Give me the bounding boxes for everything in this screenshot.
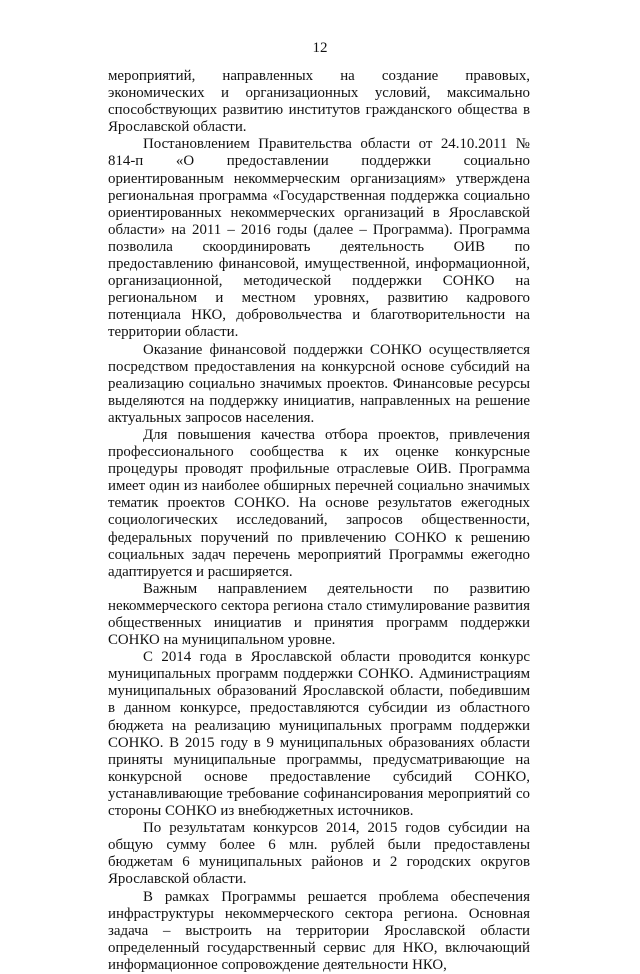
- paragraph-municipal-direction: Важным направлением деятельности по развитию некоммерческого сектора региона стало стимулирование развития общественных инициатив и принятия программ поддержки СОНКО на муниципальном уровне.: [108, 580, 530, 649]
- paragraph-financial-support: Оказание финансовой поддержки СОНКО осуществляется посредством предоставления на конкурсной основе субсидий на реализацию социально значимых проектов. Финансовые ресурсы выделяются на поддержку инициатив, направленных на решение актуальных запросов населения.: [108, 341, 530, 426]
- paragraph-continuation: мероприятий, направленных на создание правовых, экономических и организационных условий, максимально способствующих развитию институтов гражданского общества в Ярославской области.: [108, 68, 530, 136]
- paragraph-infrastructure: В рамках Программы решается проблема обеспечения инфраструктуры некоммерческого сектора региона. Основная задача – выстроить на территории Ярославской области определенный государственный сервис для НКО, включающий информационное сопровождение деятельности НКО,: [108, 888, 530, 973]
- document-body: [108, 68, 530, 974]
- paragraph-program-resolution: Постановлением Правительства области от 24.10.2011 № 814-п «О предоставлении поддержки социально ориентированным некоммерческим организациям» утверждена региональная программа «Государственная поддержка социально ориентированных некоммерческих организаций в Ярославской области» на 2011 – 2016 годы (далее – Программа). Программа позволила скоординировать деятельность ОИВ по предоставлению финансовой, имущественной, информационной, организационной, методической поддержки СОНКО на региональном и местном уровнях, развитию кадрового потенциала НКО, добровольчества и благотворительности на территории области.: [108, 136, 530, 341]
- paragraph-project-selection: Для повышения качества отбора проектов, привлечения профессионального сообщества к их оценке конкурсные процедуры проводят профильные отраслевые ОИВ. Программа имеет один из наиболее обширных перечней социально значимых тематик проектов СОНКО. На основе результатов ежегодных социологических исследований, запросов общественности, федеральных поручений по привлечению СОНКО к решению социальных задач перечень мероприятий Программы ежегодно адаптируется и расширяется.: [108, 426, 530, 580]
- paragraph-municipal-contest: С 2014 года в Ярославской области проводится конкурс муниципальных программ поддержки СОНКО. Администрациям муниципальных образований Ярославской области, победившим в данном конкурсе, предоставляются субсидии из областного бюджета на реализацию муниципальных программ поддержки СОНКО. В 2015 году в 9 муниципальных образованиях области приняты муниципальные программы, предусматривающие на конкурсной основе предоставление субсидий СОНКО, устанавливающие требование софинансирования мероприятий со стороны СОНКО из внебюджетных источников.: [108, 649, 530, 820]
- page-number: 12: [312, 40, 328, 56]
- paragraph-contest-results: По результатам конкурсов 2014, 2015 годов субсидии на общую сумму более 6 млн. рублей были предоставлены бюджетам 6 муниципальных районов и 2 городских округов Ярославской области.: [108, 820, 530, 888]
